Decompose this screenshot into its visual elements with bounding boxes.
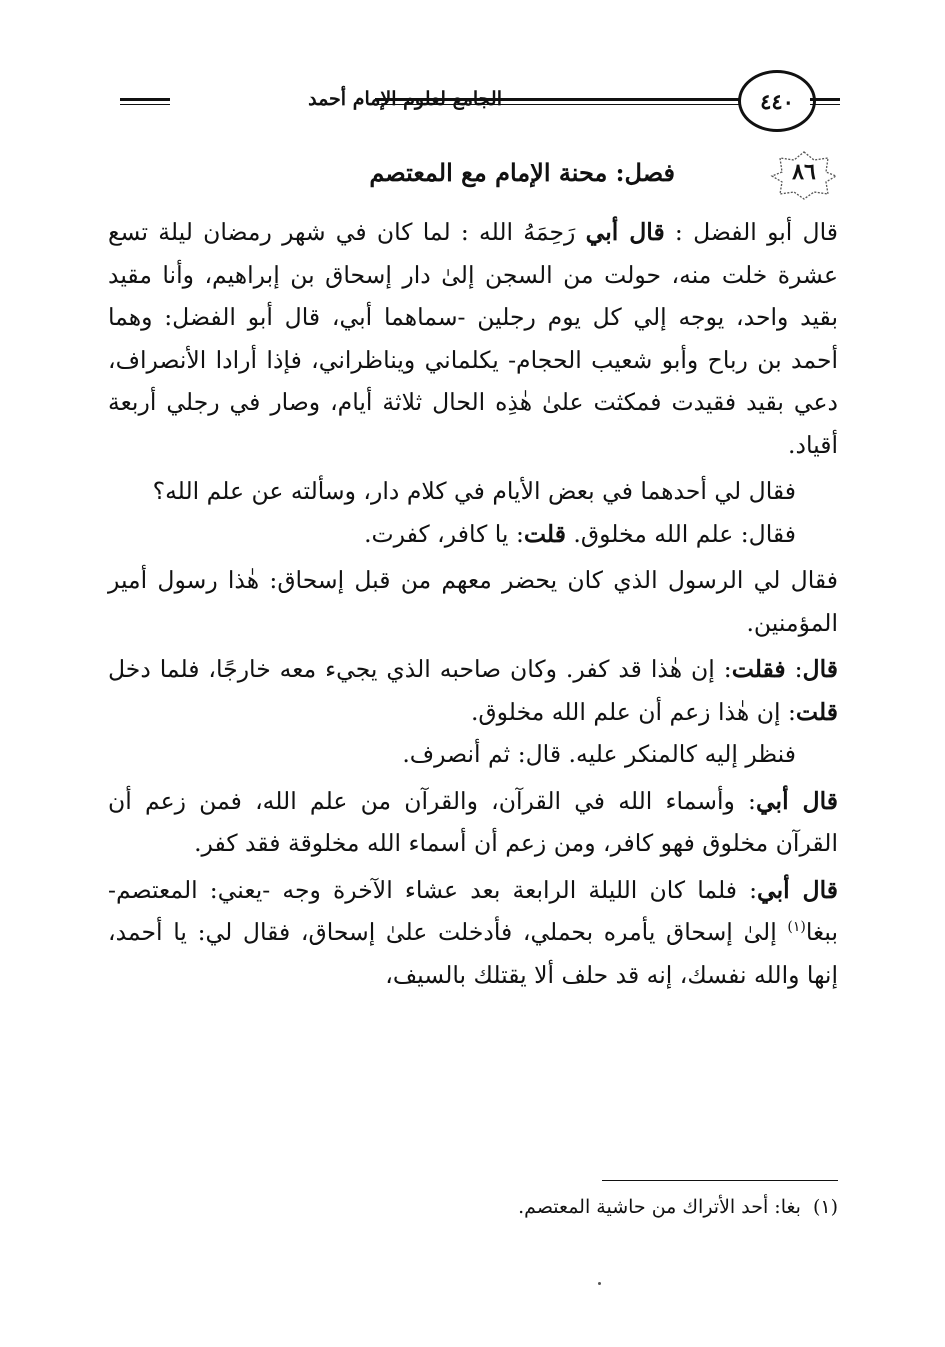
paragraph-3	[108, 513, 838, 556]
paragraph-1-bold: قال أبي	[585, 218, 665, 246]
paragraph-5-text-c: : إن هٰذا زعم أن علم الله مخلوق.	[470, 697, 796, 726]
header-rule-middle-thin	[375, 104, 747, 105]
header-rule-left-thin	[120, 104, 170, 105]
paragraph-3-bold: قلت	[523, 519, 566, 548]
paragraph-7-text: : وأسماء الله في القرآن، والقرآن من علم الله، فمن زعم أن القرآن مخلوق فهو كافر، ومن زعم أن أسماء الله مخلوقة فقد كفر.	[108, 786, 838, 857]
footnote	[518, 1196, 838, 1218]
scan-speck	[598, 1282, 601, 1285]
paragraph-6: فنظر إليه كالمنكر عليه. قال: ثم أنصرف.	[402, 740, 796, 768]
footnote-separator	[602, 1180, 838, 1181]
paragraph-5-bold-1: قال	[802, 655, 838, 683]
running-header	[110, 62, 840, 152]
paragraph-5-bold-3: قلت	[795, 697, 838, 726]
page-number: ٤٤٠	[738, 70, 816, 132]
paragraph-4: فقال لي الرسول الذي كان يحضر معهم من قبل إسحاق: هٰذا رسول أمير المؤمنين.	[108, 566, 838, 637]
paragraph-5	[108, 648, 838, 733]
paragraph-8-text-b: إلىٰ إسحاق يأمره بحملي، فأدخلت علىٰ إسحاق، فقال لي: يا أحمد، إنها والله نفسك، إنه قد حلف ألا يقتلك بالسيف،	[108, 918, 838, 989]
header-rule-left	[120, 98, 170, 101]
paragraph-8	[108, 869, 838, 997]
paragraph-5-text-a: :	[785, 655, 803, 683]
paragraph-3-text-a: فقال: علم الله مخلوق.	[565, 519, 796, 548]
paragraph-8-bold: قال أبي	[757, 875, 838, 904]
paragraph-7-bold: قال أبي	[755, 786, 838, 815]
paragraph-1	[108, 211, 838, 466]
main-text	[108, 211, 838, 996]
paragraph-5-text-b: : إن هٰذا قد كفر. وكان صاحبه الذي يجيء معه خارجًا، فلما دخل	[108, 655, 732, 683]
section-number-ornament	[768, 150, 840, 200]
paragraph-3-text-b: : يا كافر، كفرت.	[364, 519, 524, 548]
paragraph-5-bold-2: فقلت	[731, 655, 786, 683]
running-header-title: الجامع لعلوم الإمام أحمد	[308, 88, 502, 110]
paragraph-7	[108, 780, 838, 865]
paragraph-1-text: رَحِمَهُ الله : لما كان في شهر رمضان ليلة تسع عشرة خلت منه، حولت من السجن إلىٰ دار إسحاق بن إبراهيم، وأنا مقيد بقيد واحد، يوجه إلي كل يوم رجلين -سماهما أبي، قال أبو الفضل: وهما أحمد بن رباح وأبو شعيب الحجام- يكلماني ويناظراني، فإذا أرادا الأنصراف، دعي بقيد فقيدت فمكثت علىٰ هٰذِه الحال ثلاثة أيام، وصار في رجلي أربعة أقياد.	[108, 218, 838, 459]
section-title: فصل: محنة الإمام مع المعتصم	[369, 158, 675, 187]
header-rule-middle	[375, 98, 747, 101]
header-rule-right	[810, 98, 840, 101]
paragraph-8-text-a: : فلما كان الليلة الرابعة بعد عشاء الآخرة وجه -يعني: المعتصم- ببغا	[108, 875, 838, 946]
paragraph-1-speaker: قال أبو الفضل :	[664, 218, 838, 246]
footnote-text: بغا: أحد الأتراك من حاشية المعتصم.	[518, 1196, 801, 1218]
footnote-reference[interactable]: (١)	[787, 919, 806, 936]
paragraph-2: فقال لي أحدهما في بعض الأيام في كلام دار، وسألته عن علم الله؟	[152, 477, 796, 505]
section-number: ٨٦	[792, 159, 816, 185]
header-rule-right-thin	[810, 104, 840, 105]
footnote-number: (١)	[812, 1196, 838, 1218]
